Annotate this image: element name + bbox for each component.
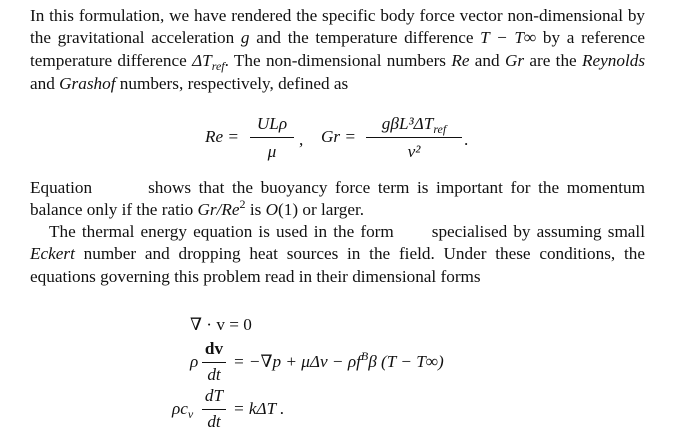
symbol-re: Re bbox=[451, 50, 470, 70]
p3-line1a: The thermal energy equation is used in the form bbox=[49, 222, 394, 241]
momentum-rhs bbox=[233, 351, 444, 374]
energy-rhs: = kΔT . bbox=[233, 399, 285, 418]
gr-numerator bbox=[366, 113, 462, 136]
p1-line2c: by a bbox=[536, 28, 575, 48]
p1-line4a: are the bbox=[529, 50, 582, 70]
momentum-rhs-end: β (T − T∞) bbox=[368, 352, 444, 371]
reynolds-term: Reynolds bbox=[582, 50, 646, 70]
temperature-difference-expr: T − T∞ bbox=[480, 28, 537, 48]
p1-line1: In this formulation, we have rendered the specific body force vector non-dimensional bbox=[30, 6, 623, 25]
p2-line1b: shows that the buoyancy force term is important for the momentum bbox=[148, 178, 645, 197]
delta-t-ref: ΔT bbox=[192, 50, 212, 70]
energy-cv-sub: v bbox=[187, 407, 194, 421]
p1-line4b: numbers, respectively, defined as bbox=[115, 73, 349, 93]
p2-line2b: is bbox=[245, 200, 266, 220]
momentum-rhs-main: = −∇p + μΔv − ρf bbox=[233, 352, 361, 371]
momentum-rho: ρ bbox=[190, 352, 199, 371]
gr-numerator-text: gβL³ΔT bbox=[381, 114, 434, 133]
p3-line3: the equations governing this problem read in their dimensional forms bbox=[30, 244, 646, 286]
gr-numerator-sub: ref bbox=[433, 122, 447, 136]
gr-denominator: ν² bbox=[407, 142, 421, 161]
order-argument: (1) bbox=[278, 200, 299, 220]
p3-line2b: number and dropping heat sources in the field. Under these conditions, bbox=[74, 244, 616, 264]
momentum-denominator: dt bbox=[207, 365, 221, 384]
p1-line4-and: and bbox=[30, 73, 60, 93]
energy-denominator: dt bbox=[207, 412, 221, 431]
energy-coefficient bbox=[172, 398, 193, 421]
re-denominator: μ bbox=[267, 142, 277, 161]
definitions-comma: , bbox=[299, 130, 304, 149]
energy-numerator: dT bbox=[204, 386, 224, 405]
p3-line1b: specialised by assuming bbox=[431, 222, 602, 241]
momentum-fraction-bar bbox=[202, 362, 226, 363]
order-symbol: O bbox=[265, 200, 279, 220]
p1-line3b: . The non-dimensional numbers bbox=[224, 50, 452, 70]
p1-line2b: and the temperature difference bbox=[249, 28, 481, 48]
symbol-g: g bbox=[240, 28, 250, 48]
paragraph-body-force bbox=[30, 5, 645, 95]
gr-fraction-bar bbox=[366, 137, 462, 138]
p1-line2a: by the gravitational acceleration bbox=[30, 6, 645, 48]
continuity-equation: ∇ · v = 0 bbox=[190, 315, 252, 334]
gr-lhs: Gr = bbox=[321, 127, 356, 146]
re-lhs: Re = bbox=[205, 127, 240, 146]
paragraph-buoyancy bbox=[30, 177, 645, 223]
energy-fraction-bar bbox=[202, 409, 226, 410]
p2-line2a: balance only if the ratio bbox=[30, 200, 198, 220]
definitions-period: . bbox=[464, 130, 469, 149]
p1-line3a: reference temperature difference bbox=[30, 28, 645, 70]
p3-line2a: small bbox=[607, 222, 645, 241]
re-numerator: ULρ bbox=[256, 114, 288, 133]
re-fraction-bar bbox=[250, 137, 294, 138]
energy-rho-c: ρc bbox=[172, 399, 188, 418]
gr-re-ratio: Gr/Re bbox=[197, 200, 240, 220]
delta-t-ref-sub: ref bbox=[211, 58, 225, 73]
p1-line3-and: and bbox=[469, 50, 505, 70]
momentum-rhs-sup: B bbox=[360, 349, 369, 363]
p2-line1a: Equation bbox=[30, 178, 93, 197]
symbol-gr: Gr bbox=[504, 50, 525, 70]
paragraph-thermal-energy bbox=[30, 221, 645, 288]
momentum-numerator: dv bbox=[204, 339, 224, 358]
grashof-term: Grashof bbox=[59, 73, 116, 93]
gr-re-ratio-sup: 2 bbox=[239, 197, 246, 212]
eckert-term: Eckert bbox=[30, 244, 75, 264]
p2-line2c: or larger. bbox=[298, 200, 365, 220]
